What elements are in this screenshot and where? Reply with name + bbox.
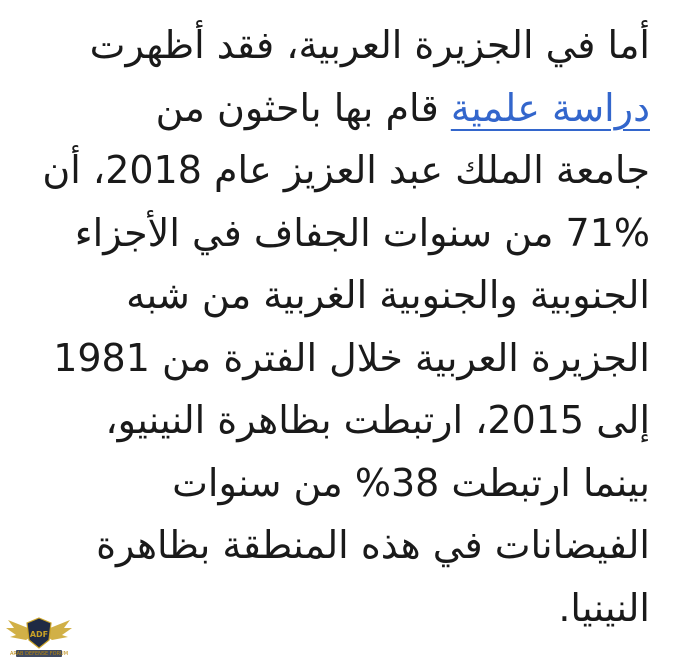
paragraph-line-5: الجنوبية والجنوبية الغربية من شبه bbox=[126, 273, 650, 317]
forum-logo-watermark bbox=[4, 598, 74, 668]
article-paragraph bbox=[25, 14, 650, 639]
paragraph-line-6: الجزيرة العربية خلال الفترة من 1981 bbox=[53, 335, 650, 380]
paragraph-line-7: إلى 2015، ارتبطت بظاهرة النينيو، bbox=[105, 398, 650, 442]
paragraph-line-2 bbox=[25, 77, 650, 140]
paragraph-line-3: جامعة الملك عبد العزيز عام 2018، أن bbox=[42, 148, 650, 192]
eagle-shield-icon bbox=[4, 598, 74, 668]
paragraph-line-10: النينيا. bbox=[558, 585, 650, 630]
paragraph-line-8: بينما ارتبطت 38% من سنوات bbox=[172, 460, 650, 505]
scientific-study-link[interactable]: دراسة علمية bbox=[450, 85, 650, 130]
svg-text:ADF: ADF bbox=[29, 630, 49, 639]
paragraph-line-1: أما في الجزيرة العربية، فقد أظهرت bbox=[89, 23, 650, 67]
paragraph-line-4: 71% من سنوات الجفاف في الأجزاء bbox=[74, 210, 650, 255]
paragraph-line-9: الفيضانات في هذه المنطقة بظاهرة bbox=[96, 523, 650, 567]
paragraph-line-2-text: قام بها باحثون من bbox=[155, 85, 451, 130]
watermark-label: ARAB DEFENSE FORUM bbox=[9, 651, 69, 657]
